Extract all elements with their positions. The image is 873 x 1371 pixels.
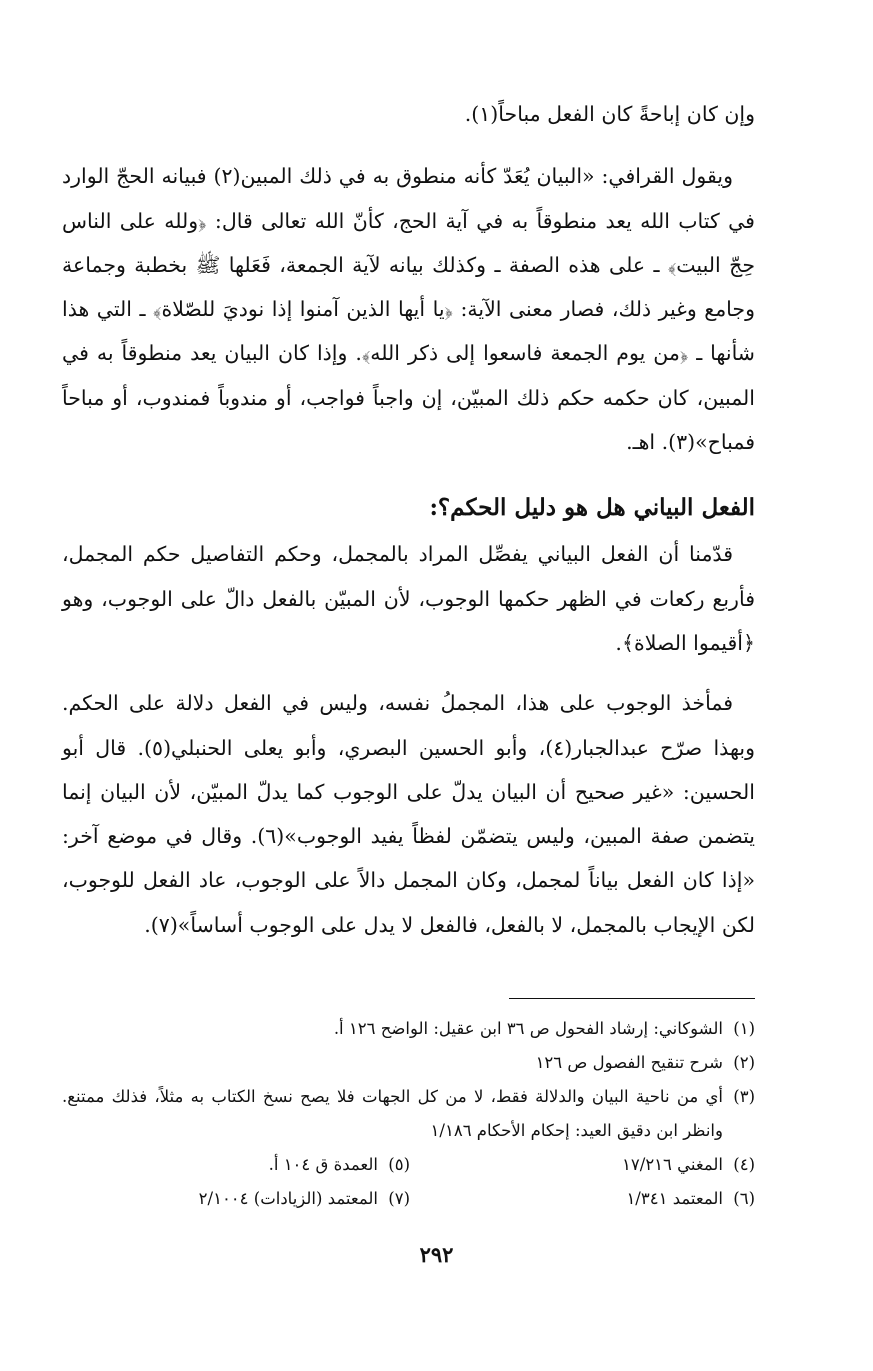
footnote-separator [509,998,755,999]
footnote-1 [62,1012,755,1046]
footnote-text: المعتمد (الزيادات) ٢/١٠٠٤ [198,1189,378,1208]
footnote-text: العمدة ق ١٠٤ أ. [268,1155,378,1174]
footnote-text: أي من ناحية البيان والدلالة فقط، لا من كل الجهات فلا يصح نسخ الكتاب به مثلاً، فذلك ممتنع. وانظر ابن دقيق العيد: إحكام الأحكام ١/١٨٦ [62,1087,723,1140]
footnote-number: (٢) [733,1053,755,1072]
footnote-6 [410,1182,755,1216]
footnote-text: الشوكاني: إرشاد الفحول ص ٣٦ ابن عقيل: الواضح ١٢٦ أ. [333,1019,723,1038]
footnote-row-4-5 [62,1148,755,1182]
paragraph-4: فمأخذ الوجوب على هذا، المجملُ نفسه، وليس في الفعل دلالة على الحكم. وبهذا صرّح عبدالجبار(٤)، وأبو الحسين البصري، وأبو يعلى الحنبلي(٥). قال أبو الحسين: «غير صحيح أن البيان يدلّ على الوجوب كما يدلّ المبيّن، لأن البيان إنما يتضمن صفة المبين، وليس يتضمّن لفظاً يفيد الوجوب»(٦). وقال في موضع آخر: «إذا كان الفعل بياناً لمجمل، وكان المجمل دالاً على الوجوب، عاد الفعل للوجوب، لكن الإيجاب بالمجمل، لا بالفعل، فالفعل لا يدل على الوجوب أساساً»(٧). [62,691,755,937]
paragraph-3: قدّمنا أن الفعل البياني يفصِّل المراد بالمجمل، وحكم التفاصيل حكم المجمل، فأربع ركعات في الظهر حكمها الوجوب، لأن المبيّن بالفعل دالّ على الوجوب، وهو ﴿أقيموا الصلاة﴾. [62,542,755,655]
footnote-5 [65,1148,410,1182]
footnote-number: (٥) [388,1155,410,1174]
footnote-row-6-7 [62,1182,755,1216]
footnote-number: (٦) [733,1189,755,1208]
page-number: ٢٩٢ [419,1242,454,1267]
footnote-7 [65,1182,410,1216]
paragraph-1: وإن كان إباحةً كان الفعل مباحاً(١). [464,102,755,126]
footnote-4 [410,1148,755,1182]
footnote-number: (٣) [733,1087,755,1106]
footnote-number: (٧) [388,1189,410,1208]
footnote-text: المغني ١٧/٢١٦ [622,1155,723,1174]
paragraph-qarafi-quote: ويقول القرافي: «البيان يُعَدّ كأنه منطوق به في ذلك المبين(٢) فبيانه الحجّ الوارد في كتاب الله يعد منطوقاً به في آية الحج، كأنّ الله تعالى قال: ﴿ولله على الناس حِجّ البيت﴾ ـ على هذه الصفة ـ وكذلك بيانه لآية الجمعة، فَعَلها ﷺ بخطبة وجماعة وجامع وغير ذلك، فصار معنى الآية: ﴿يا أيها الذين آمنوا إذا نوديَ للصّلاة﴾ ـ التي هذا شأنها ـ ﴿من يوم الجمعة فاسعوا إلى ذكر الله﴾. وإذا كان البيان يعد منطوقاً به في المبين، كان حكمه حكم ذلك المبيّن، إن واجباً فواجب، أو مندوباً فمندوب، أو مباحاً فمباح»(٣). اهـ. [62,164,755,455]
footnote-text: شرح تنقيح الفصول ص ١٢٦ [535,1053,723,1072]
footnote-3 [62,1080,755,1148]
footnote-2 [62,1046,755,1080]
section-heading: الفعل البياني هل هو دليل الحكم؟: [429,494,755,522]
footnote-number: (٤) [733,1155,755,1174]
footnote-text: المعتمد ١/٣٤١ [626,1189,723,1208]
footnote-number: (١) [733,1019,755,1038]
footnotes [62,1012,755,1216]
